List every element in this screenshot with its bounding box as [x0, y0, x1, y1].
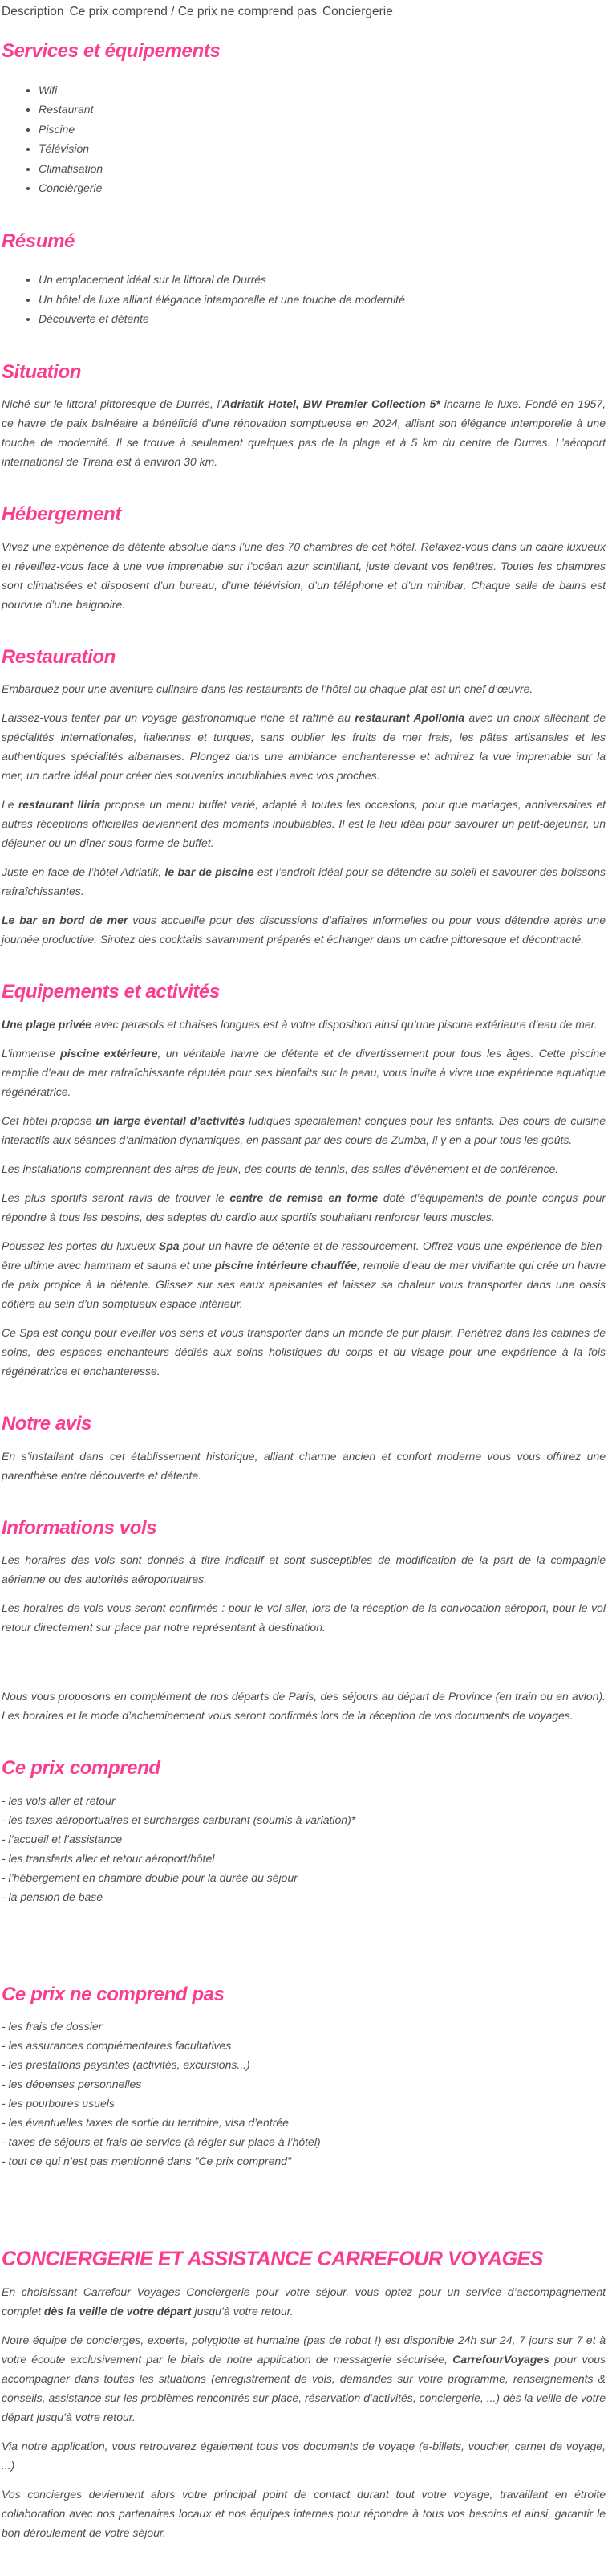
- paragraph: Le restaurant Iliria propose un menu buffet varié, adapté à toutes les occasions, pour que mariages, anniversaires et autres réceptions officielles deviennent des moments inoubliables. Il est le lieu idéal pour savourer un petit-déjeuner, un déjeuner ou un dîner sous forme de buffet.: [2, 798, 606, 850]
- service-item: • Télévision: [39, 139, 606, 159]
- resume-item: • Un emplacement idéal sur le littoral de Durrës: [39, 270, 606, 290]
- price-line: - taxes de séjours et frais de service (à régler sur place à l’hôtel): [2, 2135, 321, 2149]
- section-resume: [2, 230, 606, 329]
- paragraph: Laissez-vous tenter par un voyage gastronomique riche et raffiné au restaurant Apollonia avec un choix alléchant de spécialités internationales, italiennes et turques, sans oublier les fruits de mer frais, les pâtes artisanales et les authentiques spécialités albanaises. Plongez dans une ambiance enchanteresse et admirez la vue imprenable sur la mer, un cadre idéal pour créer des souvenirs inoubliables avec vos proches.: [2, 711, 606, 783]
- section-informations-vols: [2, 1517, 606, 1726]
- section-title-situation: Situation: [2, 360, 82, 383]
- paragraph: Niché sur le littoral pittoresque de Durrës, l’Adriatik Hotel, BW Premier Collection 5* incarne le luxe. Fondé en 1957, ce havre de paix balnéaire a bénéficié d’une rénovation somptueuse en 2024, alliant son élégance intemporelle à une touche de modernité. Il se trouve à seulement quelques pas de la plage et à 5 km du centre de Durres. L’aéroport international de Tirana est à environ 30 km.: [2, 397, 606, 469]
- resume-list: [2, 270, 606, 329]
- price-line: - la pension de base: [2, 1890, 103, 1903]
- resume-item: • Un hôtel de luxe alliant élégance intemporelle et une touche de modernité: [39, 290, 606, 310]
- paragraph: L’immense piscine extérieure, un véritable havre de détente et de divertissement pour tous les âges. Cette piscine remplie d’eau de mer rafraîchissante réputée pour ses bienfaits sur la peau, vous invite à vivre une expérience aquatique régénératrice.: [2, 1047, 606, 1099]
- paragraph: Les horaires des vols sont donnés à titre indicatif et sont susceptibles de modification de la part de la compagnie aérienne ou des autorités aéroportuaires.: [2, 1553, 606, 1586]
- service-item: • Piscine: [39, 120, 606, 140]
- paragraph: Vos concierges deviennent alors votre principal point de contact durant tout votre voyage, travaillant en étroite collaboration avec nos partenaires locaux et nos équipes internes pour répondre à tous vos besoins et ainsi, garantir le bon déroulement de votre séjour.: [2, 2488, 606, 2540]
- price-line: - les pourboires usuels: [2, 2097, 115, 2110]
- section-conciergerie: [2, 2248, 606, 2542]
- paragraph: Une plage privée avec parasols et chaises longues est à votre disposition ainsi qu’une piscine extérieure d’eau de mer.: [2, 1018, 598, 1032]
- tab-conciergerie[interactable]: Conciergerie: [322, 5, 393, 18]
- paragraph: Juste en face de l’hôtel Adriatik, le bar de piscine est l’endroit idéal pour se détendre au soleil et savourer des boissons rafraîchissantes.: [2, 865, 606, 898]
- paragraph: En choisissant Carrefour Voyages Conciergerie pour votre séjour, vous optez pour un service d’accompagnement complet dès la veille de votre départ jusqu’à votre retour.: [2, 2285, 606, 2318]
- section-title-services: Services et équipements: [2, 40, 221, 62]
- prix-comprend-list: [2, 1791, 606, 1907]
- price-line: - les éventuelles taxes de sortie du territoire, visa d’entrée: [2, 2116, 289, 2130]
- service-item: • Climatisation: [39, 159, 606, 179]
- section-title-prix-ne-comprend-pas: Ce prix ne comprend pas: [2, 1983, 225, 2005]
- resume-item: • Découverte et détente: [39, 309, 606, 329]
- services-list: [2, 80, 606, 198]
- section-notre-avis: [2, 1413, 606, 1485]
- price-line: - les dépenses personnelles: [2, 2077, 142, 2091]
- price-line: - les prestations payantes (activités, excursions...): [2, 2058, 250, 2072]
- paragraph: Via notre application, vous retrouverez également tous vos documents de voyage (e-billets, voucher, carnet de voyage, ...): [2, 2440, 606, 2472]
- price-line: - les assurances complémentaires facultatives: [2, 2039, 232, 2053]
- paragraph: Le bar en bord de mer vous accueille pour des discussions d’affaires informelles ou pour vous détendre après une journée productive. Sirotez des cocktails savamment préparés et échanger dans un cadre pittoresque et décontracté.: [2, 914, 606, 946]
- section-title-resume: Résumé: [2, 230, 75, 252]
- paragraph: Ce Spa est conçu pour éveiller vos sens et vous transporter dans un monde de pur plaisir. Pénétrez dans les cabines de soins, des espaces enchanteurs dédiés aux soins holistiques du corps et du visage pour une expérience à la fois régénératrice et enchanteresse.: [2, 1326, 606, 1378]
- price-line: - les frais de dossier: [2, 2020, 103, 2033]
- price-line: - l’hébergement en chambre double pour la durée du séjour: [2, 1870, 298, 1884]
- description-content: [2, 40, 606, 2542]
- tab-description[interactable]: Description: [2, 5, 64, 18]
- paragraph: Notre équipe de concierges, experte, polyglotte et humaine (pas de robot !) est disponible 24h sur 24, 7 jours sur 7 et à votre écoute exclusivement par le biais de notre application de messagerie sécurisée, CarrefourVoyages pour vous accompagner dans toutes les situations (enregistrement de vols, demandes sur votre programme, renseignements & conseils, assistance sur les problèmes rencontrés sur place, réservation d’activités, conciergerie, ...) dès la veille de votre départ jusqu’à votre retour.: [2, 2334, 606, 2424]
- price-line: - tout ce qui n’est pas mentionné dans "Ce prix comprend": [2, 2155, 291, 2168]
- section-title-equipements: Equipements et activités: [2, 981, 220, 1003]
- paragraph: Les plus sportifs seront ravis de trouver le centre de remise en forme doté d’équipements de pointe conçus pour répondre à tous les besoins, des adeptes du cardio aux sportifs souhaitant renforcer leurs muscles.: [2, 1191, 606, 1224]
- section-services: [2, 40, 606, 198]
- paragraph: Les horaires de vols vous seront confirmés : pour le vol aller, lors de la réception de la convocation aéroport, pour le vol retour directement sur place par notre représentant à destination.: [2, 1601, 606, 1634]
- section-situation: [2, 361, 606, 472]
- section-title-hebergement: Hébergement: [2, 503, 121, 526]
- price-line: - l’accueil et l’assistance: [2, 1832, 123, 1846]
- tab-bar: [2, 3, 606, 19]
- service-item: • Wifi: [39, 80, 606, 100]
- section-prix-comprend: [2, 1757, 606, 1907]
- price-line: - les vols aller et retour: [2, 1793, 116, 1807]
- paragraph: Nous vous proposons en complément de nos départs de Paris, des séjours au départ de Province (en train ou en avion). Les horaires et le mode d’acheminement vous seront confirmés lors de la réception de vos documents de voyages.: [2, 1690, 606, 1723]
- price-line: - les taxes aéroportuaires et surcharges carburant (soumis à variation)*: [2, 1813, 356, 1826]
- tab-ce-prix-comprend[interactable]: Ce prix comprend / Ce prix ne comprend pas: [69, 5, 317, 18]
- paragraph: Les installations comprennent des aires de jeux, des courts de tennis, des salles d’événement et de conférence.: [2, 1162, 559, 1176]
- service-item: • Concièrgerie: [39, 178, 606, 198]
- section-title-informations-vols: Informations vols: [2, 1516, 157, 1539]
- paragraph: Vivez une expérience de détente absolue dans l’une des 70 chambres de cet hôtel. Relaxez-vous dans un cadre luxueux et réveillez-vous face à une vue imprenable sur l’océan azur scintillant, juste devant vos fenêtres. Toutes les chambres sont climatisées et disposent d’un bureau, d’une télévision, d’un téléphone et d’un minibar. Chaque salle de bains est pourvue d’une baignoire.: [2, 539, 606, 611]
- price-line: - les transferts aller et retour aéroport/hôtel: [2, 1851, 215, 1865]
- section-title-conciergerie: CONCIERGERIE ET ASSISTANCE CARREFOUR VOYAGES: [2, 2248, 544, 2271]
- section-title-notre-avis: Notre avis: [2, 1413, 92, 1435]
- paragraph: Poussez les portes du luxueux Spa pour un havre de détente et de ressourcement. Offrez-vous une expérience de bien-être ultime avec hammam et sauna et une piscine intérieure chauffée, remplie d’eau de mer vivifiante qui crée un havre de paix propice à la détente. Glissez sur ses eaux apaisantes et laissez sa chaleur vous transporter dans une oasis côtière au sein d’un somptueux espace intérieur.: [2, 1239, 606, 1311]
- section-title-prix-comprend: Ce prix comprend: [2, 1757, 160, 1780]
- section-equipements: [2, 981, 606, 1381]
- section-hebergement: [2, 503, 606, 614]
- section-restauration: [2, 646, 606, 950]
- paragraph: Cet hôtel propose un large éventail d’activités ludiques spécialement conçues pour les enfants. Des cours de cuisine interactifs aux séances d’animation dynamiques, en passant par des cours de Zumba, il y en a pour tous les goûts.: [2, 1114, 606, 1147]
- service-item: • Restaurant: [39, 100, 606, 120]
- paragraph: En s’installant dans cet établissement historique, alliant charme ancien et confort moderne vous vous offrirez une parenthèse entre découverte et détente.: [2, 1449, 606, 1482]
- prix-ne-comprend-pas-list: [2, 2016, 606, 2171]
- section-prix-ne-comprend-pas: [2, 1984, 606, 2171]
- paragraph: Embarquez pour une aventure culinaire dans les restaurants de l’hôtel ou chaque plat est un chef d’œuvre.: [2, 682, 533, 696]
- section-title-restauration: Restauration: [2, 645, 116, 668]
